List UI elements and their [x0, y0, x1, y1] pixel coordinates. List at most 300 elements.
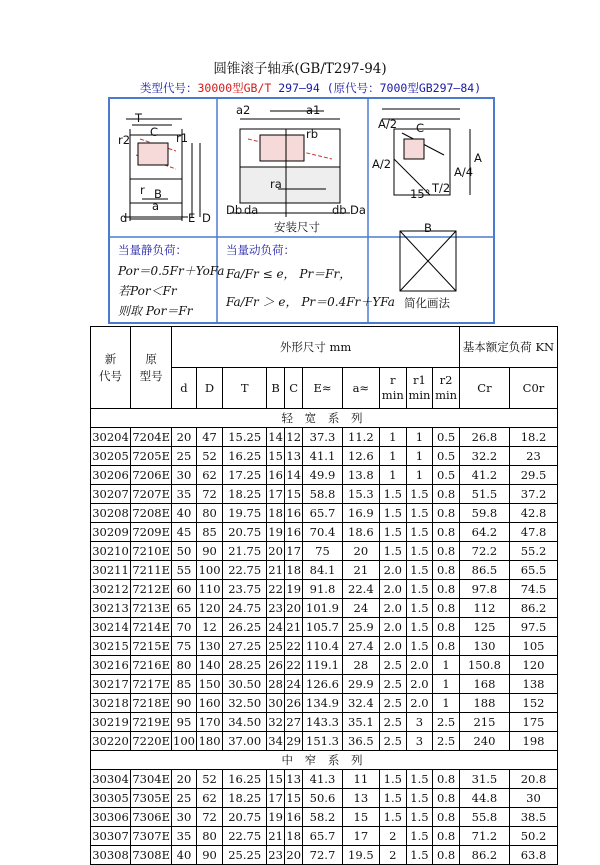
- table-cell: 64.2: [459, 523, 509, 542]
- label-A4: A/4: [454, 165, 474, 179]
- table-cell: 19: [267, 808, 285, 827]
- column-header: Cr: [459, 368, 509, 409]
- table-cell: 30306: [91, 808, 131, 827]
- label-E: E: [188, 211, 196, 225]
- table-cell: 120: [196, 599, 223, 618]
- table-cell: 15: [285, 789, 303, 808]
- label-rb: rb: [306, 127, 319, 141]
- table-cell: 215: [459, 713, 509, 732]
- table-cell: 125: [459, 618, 509, 637]
- table-cell: 55: [172, 561, 196, 580]
- table-cell: 150: [196, 675, 223, 694]
- table-cell: 18: [267, 504, 285, 523]
- table-cell: 1: [406, 466, 433, 485]
- table-cell: 1.5: [406, 827, 433, 846]
- table-cell: 49.9: [303, 466, 342, 485]
- type-code: 30000型GB/T: [197, 81, 272, 95]
- table-cell: 80: [172, 656, 196, 675]
- table-cell: 16.25: [223, 447, 267, 466]
- table-cell: 21: [342, 561, 379, 580]
- table-cell: 63.8: [509, 846, 557, 865]
- table-cell: 30216: [91, 656, 131, 675]
- table-cell: 21: [267, 561, 285, 580]
- table-row: [91, 466, 558, 485]
- table-cell: 22.4: [342, 580, 379, 599]
- table-cell: 12: [196, 618, 223, 637]
- table-cell: 26.8: [459, 428, 509, 447]
- table-cell: 18.25: [223, 485, 267, 504]
- table-cell: 2.5: [379, 656, 406, 675]
- table-cell: 32.2: [459, 447, 509, 466]
- table-cell: 0.8: [433, 827, 460, 846]
- static-formula-3: 则取 Por＝Fr: [118, 304, 193, 318]
- table-cell: 0.8: [433, 618, 460, 637]
- table-cell: 37.2: [509, 485, 557, 504]
- table-cell: 37.00: [223, 732, 267, 751]
- table-cell: 7212E: [131, 580, 172, 599]
- table-cell: 25: [267, 637, 285, 656]
- table-row: [91, 542, 558, 561]
- table-cell: 0.5: [433, 447, 460, 466]
- table-cell: 29.9: [342, 675, 379, 694]
- table-cell: 1.5: [406, 580, 433, 599]
- table-cell: 119.1: [303, 656, 342, 675]
- section-title: 轻 宽 系 列: [91, 409, 558, 428]
- table-cell: 30207: [91, 485, 131, 504]
- table-row: [91, 599, 558, 618]
- table-cell: 72: [196, 485, 223, 504]
- table-cell: 126.6: [303, 675, 342, 694]
- column-header: r1 min: [406, 368, 433, 409]
- table-row: [91, 713, 558, 732]
- table-cell: 105.7: [303, 618, 342, 637]
- table-cell: 52: [196, 770, 223, 789]
- static-formula-2: 若Por＜Fr: [118, 284, 177, 298]
- table-cell: 26: [267, 656, 285, 675]
- table-cell: 2.5: [379, 694, 406, 713]
- table-cell: 7211E: [131, 561, 172, 580]
- table-cell: 2.5: [379, 732, 406, 751]
- table-cell: 19: [267, 523, 285, 542]
- table-cell: 18: [285, 561, 303, 580]
- table-cell: 30211: [91, 561, 131, 580]
- table-cell: 35.1: [342, 713, 379, 732]
- table-cell: 2.0: [379, 599, 406, 618]
- table-cell: 27: [285, 713, 303, 732]
- table-cell: 20.75: [223, 523, 267, 542]
- table-cell: 2.0: [406, 694, 433, 713]
- table-cell: 7213E: [131, 599, 172, 618]
- table-cell: 55.8: [459, 808, 509, 827]
- table-cell: 20: [172, 770, 196, 789]
- table-cell: 1.5: [406, 561, 433, 580]
- table-cell: 20.75: [223, 808, 267, 827]
- table-cell: 1.5: [406, 637, 433, 656]
- table-cell: 1.5: [379, 485, 406, 504]
- table-cell: 95: [172, 713, 196, 732]
- table-cell: 29: [285, 732, 303, 751]
- table-cell: 19: [285, 580, 303, 599]
- label-C: C: [150, 125, 159, 139]
- table-cell: 0.8: [433, 542, 460, 561]
- table-cell: 28: [342, 656, 379, 675]
- simplified-caption: 简化画法: [404, 296, 450, 310]
- label-da: da: [244, 203, 259, 217]
- label-a1: a1: [306, 103, 321, 117]
- table-row: [91, 770, 558, 789]
- table-cell: 7215E: [131, 637, 172, 656]
- table-cell: 16: [285, 523, 303, 542]
- table-cell: 90: [196, 846, 223, 865]
- table-cell: 25.9: [342, 618, 379, 637]
- table-cell: 25: [172, 447, 196, 466]
- table-cell: 13: [342, 789, 379, 808]
- table-cell: 30220: [91, 732, 131, 751]
- table-cell: 150.8: [459, 656, 509, 675]
- table-cell: 47.8: [509, 523, 557, 542]
- table-cell: 29.5: [509, 466, 557, 485]
- table-cell: 130: [459, 637, 509, 656]
- label-15deg: 15°: [410, 187, 431, 201]
- table-cell: 2.5: [379, 713, 406, 732]
- label-B: B: [154, 187, 162, 201]
- table-cell: 13.8: [342, 466, 379, 485]
- table-row: [91, 808, 558, 827]
- table-cell: 140: [196, 656, 223, 675]
- table-cell: 17: [342, 827, 379, 846]
- table-cell: 7305E: [131, 789, 172, 808]
- table-cell: 36.5: [342, 732, 379, 751]
- table-cell: 27.25: [223, 637, 267, 656]
- table-cell: 11.2: [342, 428, 379, 447]
- table-cell: 160: [196, 694, 223, 713]
- table-cell: 1.5: [406, 846, 433, 865]
- type-prefix: 类型代号：: [140, 81, 198, 95]
- table-cell: 18.25: [223, 789, 267, 808]
- table-cell: 24: [342, 599, 379, 618]
- column-header: r2 min: [433, 368, 460, 409]
- table-row: [91, 504, 558, 523]
- table-row: [91, 485, 558, 504]
- table-row: [91, 656, 558, 675]
- label-a: a: [152, 199, 160, 213]
- table-cell: 7306E: [131, 808, 172, 827]
- table-cell: 1.5: [379, 808, 406, 827]
- table-cell: 2: [379, 827, 406, 846]
- table-cell: 70.4: [303, 523, 342, 542]
- table-cell: 11: [342, 770, 379, 789]
- table-cell: 16: [285, 808, 303, 827]
- table-cell: 2.0: [379, 637, 406, 656]
- table-cell: 7209E: [131, 523, 172, 542]
- install-caption: 安装尺寸: [274, 220, 320, 234]
- table-cell: 1.5: [406, 485, 433, 504]
- table-cell: 35: [172, 485, 196, 504]
- table-cell: 1.5: [379, 542, 406, 561]
- table-cell: 1: [433, 675, 460, 694]
- table-cell: 3: [406, 732, 433, 751]
- table-cell: 7220E: [131, 732, 172, 751]
- install-drawing: [230, 111, 350, 217]
- table-cell: 198: [509, 732, 557, 751]
- table-cell: 2.0: [379, 561, 406, 580]
- col-dims: 外形尺寸 mm: [172, 327, 460, 368]
- table-cell: 24: [267, 618, 285, 637]
- table-cell: 7217E: [131, 675, 172, 694]
- table-cell: 12: [285, 428, 303, 447]
- table-cell: 14: [267, 428, 285, 447]
- table-cell: 143.3: [303, 713, 342, 732]
- table-cell: 37.3: [303, 428, 342, 447]
- table-cell: 40: [172, 846, 196, 865]
- table-cell: 1.5: [406, 770, 433, 789]
- label-Da: Da: [350, 203, 366, 217]
- table-cell: 30204: [91, 428, 131, 447]
- table-cell: 15: [267, 770, 285, 789]
- table-cell: 101.9: [303, 599, 342, 618]
- table-cell: 42.8: [509, 504, 557, 523]
- col-old-model: 原 型号: [131, 327, 172, 409]
- static-load-title: 当量静负荷：: [118, 243, 187, 257]
- table-row: [91, 447, 558, 466]
- table-cell: 18.6: [342, 523, 379, 542]
- table-cell: 7214E: [131, 618, 172, 637]
- table-cell: 23: [509, 447, 557, 466]
- table-cell: 27.4: [342, 637, 379, 656]
- table-cell: 1.5: [406, 504, 433, 523]
- table-cell: 30308: [91, 846, 131, 865]
- table-cell: 25: [172, 789, 196, 808]
- table-cell: 2: [379, 846, 406, 865]
- table-cell: 0.8: [433, 770, 460, 789]
- column-header: C: [285, 368, 303, 409]
- table-body: [91, 409, 558, 865]
- table-cell: 90: [196, 542, 223, 561]
- table-cell: 12.6: [342, 447, 379, 466]
- table-cell: 0.8: [433, 504, 460, 523]
- table-cell: 3: [406, 713, 433, 732]
- table-row: [91, 789, 558, 808]
- label-r: r: [140, 183, 145, 197]
- table-cell: 30307: [91, 827, 131, 846]
- table-cell: 120: [509, 656, 557, 675]
- column-header: T: [223, 368, 267, 409]
- table-cell: 7208E: [131, 504, 172, 523]
- table-cell: 22: [267, 580, 285, 599]
- table-cell: 30218: [91, 694, 131, 713]
- table-cell: 30213: [91, 599, 131, 618]
- table-cell: 85: [196, 523, 223, 542]
- table-cell: 34: [267, 732, 285, 751]
- table-cell: 32.4: [342, 694, 379, 713]
- table-cell: 21: [267, 827, 285, 846]
- column-header: d: [172, 368, 196, 409]
- table-cell: 55.2: [509, 542, 557, 561]
- table-cell: 16.25: [223, 770, 267, 789]
- table-cell: 188: [459, 694, 509, 713]
- label-A2-side: A/2: [372, 157, 392, 171]
- col-new-code: 新 代号: [91, 327, 131, 409]
- table-cell: 1.5: [379, 789, 406, 808]
- table-cell: 7205E: [131, 447, 172, 466]
- label-r1: r1: [176, 131, 189, 145]
- table-cell: 20: [267, 542, 285, 561]
- table-cell: 170: [196, 713, 223, 732]
- table-cell: 112: [459, 599, 509, 618]
- table-cell: 21: [285, 618, 303, 637]
- table-cell: 1: [406, 428, 433, 447]
- table-cell: 30: [172, 466, 196, 485]
- table-cell: 72.7: [303, 846, 342, 865]
- table-cell: 28.25: [223, 656, 267, 675]
- table-cell: 1.5: [379, 523, 406, 542]
- table-cell: 1.5: [406, 808, 433, 827]
- table-cell: 180: [196, 732, 223, 751]
- table-row: [91, 732, 558, 751]
- label-Db: Db: [226, 203, 243, 217]
- table-cell: 2.0: [379, 618, 406, 637]
- table-cell: 72: [196, 808, 223, 827]
- table-cell: 110.4: [303, 637, 342, 656]
- table-cell: 2.0: [406, 675, 433, 694]
- table-cell: 72.2: [459, 542, 509, 561]
- table-cell: 47: [196, 428, 223, 447]
- table-row: [91, 694, 558, 713]
- table-cell: 51.5: [459, 485, 509, 504]
- table-cell: 25.25: [223, 846, 267, 865]
- table-cell: 17: [267, 789, 285, 808]
- table-cell: 23: [267, 846, 285, 865]
- label-A2-top: A/2: [378, 117, 398, 131]
- table-cell: 7204E: [131, 428, 172, 447]
- table-cell: 34.50: [223, 713, 267, 732]
- table-cell: 7206E: [131, 466, 172, 485]
- table-cell: 97.5: [509, 618, 557, 637]
- table-cell: 30: [267, 694, 285, 713]
- col-load: 基本额定负荷 KN: [459, 327, 557, 368]
- table-cell: 74.5: [509, 580, 557, 599]
- table-cell: 14: [285, 466, 303, 485]
- table-cell: 7218E: [131, 694, 172, 713]
- table-cell: 52: [196, 447, 223, 466]
- section-title: 中 窄 系 列: [91, 751, 558, 770]
- label-db: db: [332, 203, 347, 217]
- table-cell: 130: [196, 637, 223, 656]
- table-cell: 86.5: [459, 561, 509, 580]
- table-cell: 16.9: [342, 504, 379, 523]
- table-cell: 97.8: [459, 580, 509, 599]
- table-cell: 138: [509, 675, 557, 694]
- table-cell: 30305: [91, 789, 131, 808]
- table-cell: 20: [342, 542, 379, 561]
- table-cell: 22: [285, 656, 303, 675]
- table-cell: 50.6: [303, 789, 342, 808]
- table-cell: 105: [509, 637, 557, 656]
- table-cell: 18: [285, 827, 303, 846]
- table-cell: 15.25: [223, 428, 267, 447]
- table-cell: 1.5: [406, 618, 433, 637]
- column-header: D: [196, 368, 223, 409]
- table-row: [91, 618, 558, 637]
- table-cell: 32.50: [223, 694, 267, 713]
- table-cell: 30206: [91, 466, 131, 485]
- table-cell: 100: [196, 561, 223, 580]
- table-cell: 16: [267, 466, 285, 485]
- table-cell: 80: [196, 504, 223, 523]
- table-row: [91, 561, 558, 580]
- table-cell: 7210E: [131, 542, 172, 561]
- table-row: [91, 523, 558, 542]
- table-cell: 23.75: [223, 580, 267, 599]
- table-cell: 1: [379, 466, 406, 485]
- table-cell: 0.8: [433, 523, 460, 542]
- table-row: [91, 846, 558, 865]
- table-cell: 50: [172, 542, 196, 561]
- table-cell: 7219E: [131, 713, 172, 732]
- table-cell: 90: [172, 694, 196, 713]
- table-cell: 1.5: [406, 789, 433, 808]
- table-row: [91, 580, 558, 599]
- bearing-table: [90, 326, 558, 865]
- table-cell: 2.5: [433, 713, 460, 732]
- table-cell: 13: [285, 770, 303, 789]
- table-cell: 1.5: [406, 542, 433, 561]
- label-a2: a2: [236, 103, 251, 117]
- table-cell: 15: [267, 447, 285, 466]
- table-cell: 24.75: [223, 599, 267, 618]
- table-cell: 0.8: [433, 637, 460, 656]
- bearing-section-drawing: [124, 119, 200, 221]
- type-suffix: 297—94 (原代号：: [271, 81, 380, 95]
- table-cell: 0.8: [433, 846, 460, 865]
- table-cell: 58.2: [303, 808, 342, 827]
- table-cell: 62: [196, 466, 223, 485]
- table-cell: 1: [433, 694, 460, 713]
- table-cell: 19.75: [223, 504, 267, 523]
- table-cell: 44.8: [459, 789, 509, 808]
- table-cell: 16: [285, 504, 303, 523]
- table-cell: 80: [196, 827, 223, 846]
- column-header: E≈: [303, 368, 342, 409]
- table-cell: 30210: [91, 542, 131, 561]
- table-cell: 0.5: [433, 428, 460, 447]
- table-cell: 32: [267, 713, 285, 732]
- table-cell: 59.8: [459, 504, 509, 523]
- table-cell: 7216E: [131, 656, 172, 675]
- table-cell: 152: [509, 694, 557, 713]
- table-cell: 1.5: [379, 504, 406, 523]
- column-header: a≈: [342, 368, 379, 409]
- table-cell: 65.7: [303, 504, 342, 523]
- table-cell: 175: [509, 713, 557, 732]
- table-cell: 1.5: [406, 523, 433, 542]
- label-d: d: [120, 211, 128, 225]
- table-cell: 2.5: [379, 675, 406, 694]
- table-cell: 1.5: [379, 770, 406, 789]
- table-cell: 20: [172, 428, 196, 447]
- table-cell: 13: [285, 447, 303, 466]
- table-cell: 30208: [91, 504, 131, 523]
- table-cell: 15: [285, 485, 303, 504]
- table-cell: 17: [267, 485, 285, 504]
- table-cell: 20: [285, 599, 303, 618]
- table-cell: 75: [172, 637, 196, 656]
- table-cell: 1.5: [406, 599, 433, 618]
- table-cell: 30304: [91, 770, 131, 789]
- table-cell: 31.5: [459, 770, 509, 789]
- table-cell: 7307E: [131, 827, 172, 846]
- table-cell: 38.5: [509, 808, 557, 827]
